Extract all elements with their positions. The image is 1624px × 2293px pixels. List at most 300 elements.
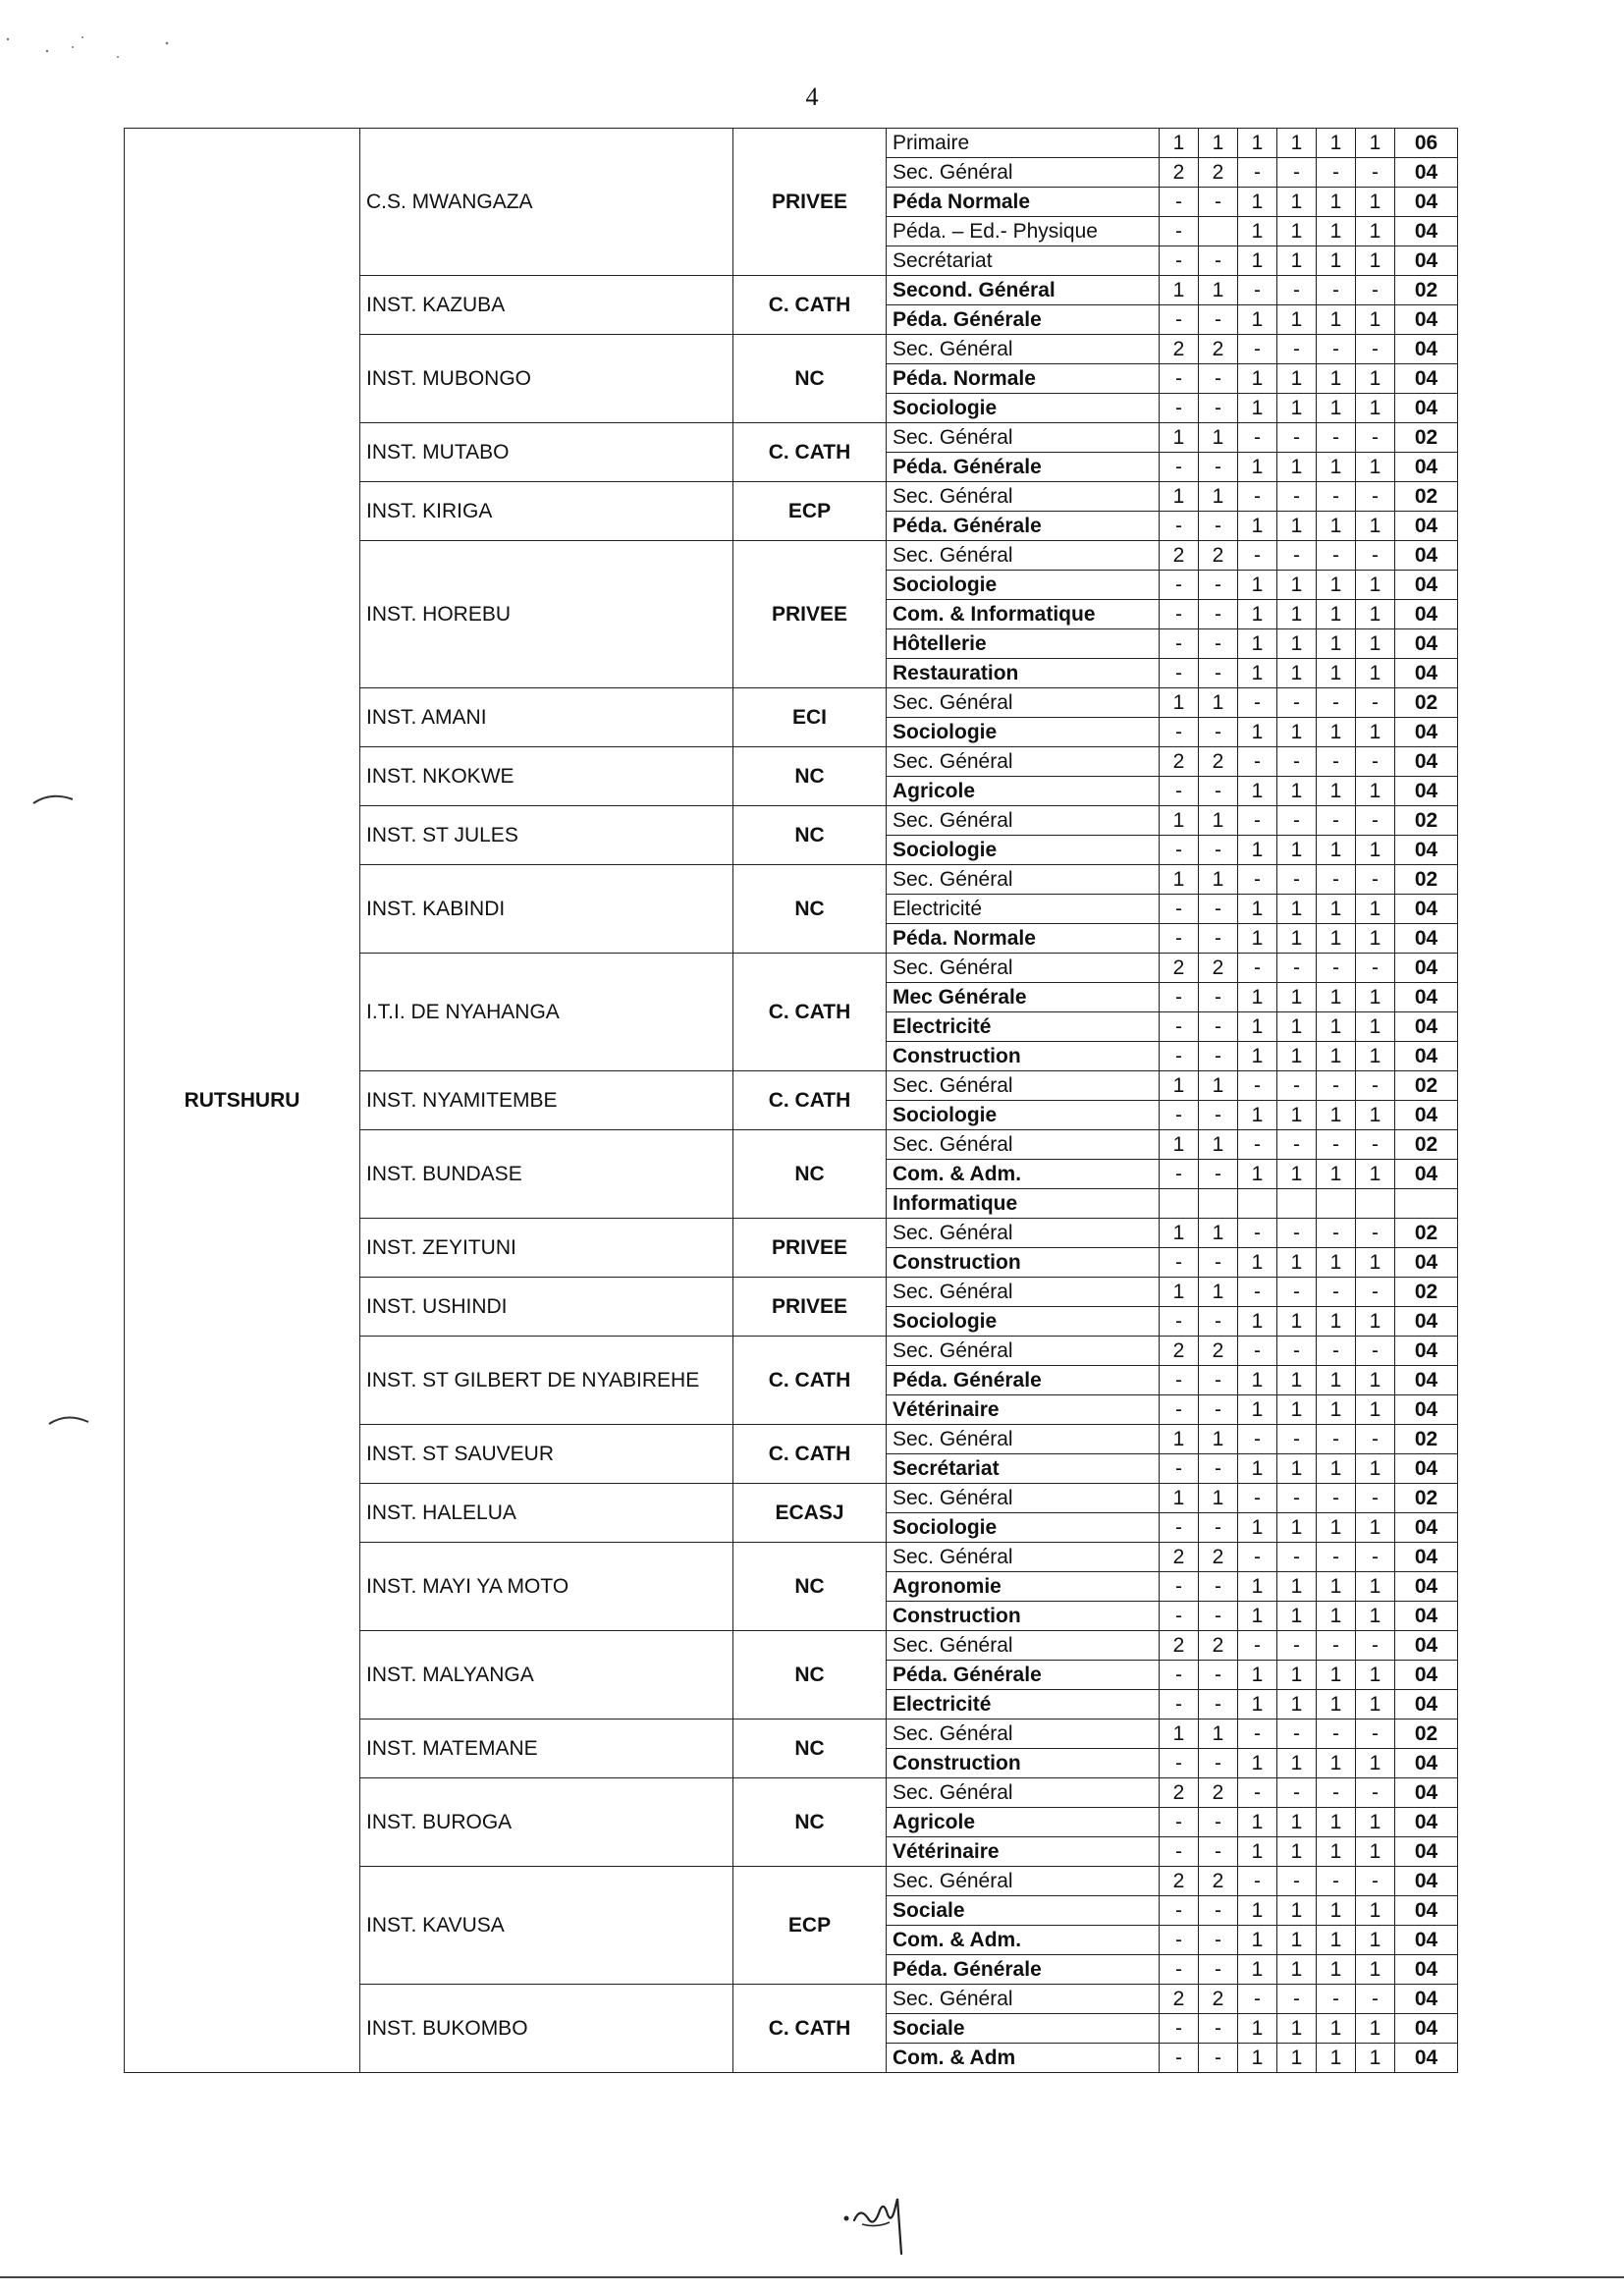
- school-regime: PRIVEE: [733, 541, 887, 688]
- school-name: INST. ZEYITUNI: [360, 1219, 733, 1278]
- class-count-cell: -: [1160, 1160, 1199, 1189]
- option-name: Electricité: [887, 1690, 1160, 1720]
- class-count-cell: 1: [1238, 659, 1277, 688]
- school-name: INST. KIRIGA: [360, 482, 733, 541]
- class-count-cell: 1: [1238, 512, 1277, 541]
- class-count-cell: -: [1160, 983, 1199, 1012]
- total-cell: 04: [1395, 1778, 1458, 1808]
- total-cell: 04: [1395, 1454, 1458, 1484]
- class-count-cell: -: [1356, 482, 1395, 512]
- total-cell: 04: [1395, 364, 1458, 394]
- class-count-cell: 1: [1160, 1278, 1199, 1307]
- class-count-cell: 1: [1160, 129, 1199, 158]
- class-count-cell: -: [1160, 1454, 1199, 1484]
- class-count-cell: 1: [1238, 2014, 1277, 2044]
- class-count-cell: 1: [1356, 895, 1395, 924]
- school-regime: NC: [733, 1631, 887, 1720]
- school-name: INST. HALELUA: [360, 1484, 733, 1543]
- class-count-cell: 2: [1199, 1985, 1238, 2014]
- school-regime: C. CATH: [733, 1337, 887, 1425]
- class-count-cell: -: [1356, 806, 1395, 836]
- school-name: INST. MAYI YA MOTO: [360, 1543, 733, 1631]
- total-cell: 04: [1395, 600, 1458, 629]
- total-cell: 04: [1395, 1572, 1458, 1602]
- class-count-cell: -: [1238, 276, 1277, 305]
- class-count-cell: 1: [1199, 1720, 1238, 1749]
- class-count-cell: -: [1160, 188, 1199, 217]
- class-count-cell: 1: [1356, 129, 1395, 158]
- class-count-cell: 1: [1238, 188, 1277, 217]
- class-count-cell: -: [1160, 453, 1199, 482]
- class-count-cell: -: [1199, 1101, 1238, 1130]
- total-cell: 04: [1395, 1808, 1458, 1837]
- class-count-cell: 1: [1356, 394, 1395, 423]
- class-count-cell: -: [1356, 1720, 1395, 1749]
- class-count-cell: 1: [1277, 1896, 1317, 1926]
- total-cell: 02: [1395, 482, 1458, 512]
- option-name: Primaire: [887, 129, 1160, 158]
- class-count-cell: 1: [1277, 1513, 1317, 1543]
- class-count-cell: -: [1238, 1337, 1277, 1366]
- class-count-cell: -: [1277, 482, 1317, 512]
- class-count-cell: -: [1199, 659, 1238, 688]
- class-count-cell: 2: [1199, 1543, 1238, 1572]
- class-count-cell: 1: [1238, 895, 1277, 924]
- total-cell: 02: [1395, 806, 1458, 836]
- class-count-cell: -: [1356, 1278, 1395, 1307]
- class-count-cell: 1: [1356, 1012, 1395, 1042]
- total-cell: 02: [1395, 1278, 1458, 1307]
- total-cell: 04: [1395, 1955, 1458, 1985]
- option-name: Agronomie: [887, 1572, 1160, 1602]
- total-cell: 04: [1395, 1395, 1458, 1425]
- class-count-cell: 1: [1160, 423, 1199, 453]
- school-name: INST. USHINDI: [360, 1278, 733, 1337]
- class-count-cell: 1: [1277, 1012, 1317, 1042]
- class-count-cell: 1: [1238, 983, 1277, 1012]
- class-count-cell: 1: [1238, 1454, 1277, 1484]
- option-name: Com. & Adm.: [887, 1160, 1160, 1189]
- school-name: INST. AMANI: [360, 688, 733, 747]
- total-cell: 04: [1395, 335, 1458, 364]
- class-count-cell: 2: [1199, 1867, 1238, 1896]
- class-count-cell: 1: [1317, 1896, 1356, 1926]
- class-count-cell: -: [1160, 1749, 1199, 1778]
- total-cell: 04: [1395, 1631, 1458, 1661]
- class-count-cell: 1: [1317, 1955, 1356, 1985]
- class-count-cell: 1: [1238, 924, 1277, 954]
- class-count-cell: 1: [1277, 659, 1317, 688]
- class-count-cell: 1: [1317, 1572, 1356, 1602]
- class-count-cell: -: [1277, 688, 1317, 718]
- option-name: Secrétariat: [887, 246, 1160, 276]
- class-count-cell: 2: [1160, 954, 1199, 983]
- option-name: Agricole: [887, 1808, 1160, 1837]
- class-count-cell: -: [1317, 1484, 1356, 1513]
- class-count-cell: -: [1277, 1130, 1317, 1160]
- option-name: Sec. Général: [887, 335, 1160, 364]
- option-name: Péda. – Ed.- Physique: [887, 217, 1160, 246]
- class-count-cell: 1: [1277, 1808, 1317, 1837]
- class-count-cell: -: [1199, 1837, 1238, 1867]
- class-count-cell: 1: [1238, 129, 1277, 158]
- class-count-cell: 1: [1277, 718, 1317, 747]
- class-count-cell: 1: [1277, 1366, 1317, 1395]
- total-cell: 04: [1395, 1690, 1458, 1720]
- class-count-cell: 1: [1238, 394, 1277, 423]
- class-count-cell: 1: [1238, 1926, 1277, 1955]
- class-count-cell: -: [1238, 335, 1277, 364]
- total-cell: 04: [1395, 629, 1458, 659]
- total-cell: 04: [1395, 217, 1458, 246]
- class-count-cell: [1199, 217, 1238, 246]
- option-name: Péda. Normale: [887, 364, 1160, 394]
- class-count-cell: 2: [1199, 747, 1238, 777]
- class-count-cell: -: [1160, 1808, 1199, 1837]
- class-count-cell: 1: [1356, 512, 1395, 541]
- option-name: Informatique: [887, 1189, 1160, 1219]
- class-count-cell: 1: [1277, 305, 1317, 335]
- option-name: Construction: [887, 1749, 1160, 1778]
- total-cell: 04: [1395, 1101, 1458, 1130]
- school-name: INST. MUTABO: [360, 423, 733, 482]
- class-count-cell: -: [1317, 1720, 1356, 1749]
- class-count-cell: 1: [1356, 659, 1395, 688]
- class-count-cell: -: [1317, 1425, 1356, 1454]
- class-count-cell: -: [1238, 954, 1277, 983]
- class-count-cell: 1: [1277, 1926, 1317, 1955]
- class-count-cell: -: [1238, 1985, 1277, 2014]
- school-name: INST. MALYANGA: [360, 1631, 733, 1720]
- class-count-cell: -: [1317, 276, 1356, 305]
- class-count-cell: -: [1277, 1219, 1317, 1248]
- option-name: Sec. Général: [887, 747, 1160, 777]
- class-count-cell: 1: [1356, 600, 1395, 629]
- class-count-cell: -: [1199, 394, 1238, 423]
- class-count-cell: 1: [1356, 1042, 1395, 1071]
- school-name: INST. BUNDASE: [360, 1130, 733, 1219]
- class-count-cell: 1: [1317, 924, 1356, 954]
- total-cell: 04: [1395, 512, 1458, 541]
- class-count-cell: -: [1199, 453, 1238, 482]
- class-count-cell: -: [1356, 158, 1395, 188]
- option-name: Péda. Générale: [887, 1661, 1160, 1690]
- class-count-cell: 1: [1317, 718, 1356, 747]
- class-count-cell: 1: [1238, 1690, 1277, 1720]
- class-count-cell: 1: [1317, 983, 1356, 1012]
- total-cell: 04: [1395, 453, 1458, 482]
- class-count-cell: -: [1277, 335, 1317, 364]
- school-regime: PRIVEE: [733, 129, 887, 276]
- class-count-cell: -: [1317, 158, 1356, 188]
- class-count-cell: -: [1199, 718, 1238, 747]
- school-name: INST. NKOKWE: [360, 747, 733, 806]
- class-count-cell: 1: [1317, 1454, 1356, 1484]
- class-count-cell: -: [1199, 1513, 1238, 1543]
- class-count-cell: 1: [1238, 629, 1277, 659]
- total-cell: 04: [1395, 1307, 1458, 1337]
- class-count-cell: -: [1317, 335, 1356, 364]
- option-name: Vétérinaire: [887, 1837, 1160, 1867]
- class-count-cell: -: [1199, 1454, 1238, 1484]
- class-count-cell: 1: [1317, 1366, 1356, 1395]
- class-count-cell: -: [1238, 1631, 1277, 1661]
- class-count-cell: -: [1160, 571, 1199, 600]
- class-count-cell: 1: [1238, 1896, 1277, 1926]
- class-count-cell: 1: [1238, 1042, 1277, 1071]
- class-count-cell: -: [1238, 1425, 1277, 1454]
- school-regime: ECASJ: [733, 1484, 887, 1543]
- class-count-cell: 1: [1277, 1101, 1317, 1130]
- total-cell: 04: [1395, 2044, 1458, 2073]
- option-name: Sociologie: [887, 1101, 1160, 1130]
- bottom-rule: [0, 2276, 1624, 2278]
- option-name: Sec. Général: [887, 865, 1160, 895]
- class-count-cell: -: [1160, 1602, 1199, 1631]
- total-cell: 04: [1395, 924, 1458, 954]
- class-count-cell: 1: [1238, 1749, 1277, 1778]
- class-count-cell: 1: [1277, 246, 1317, 276]
- class-count-cell: -: [1199, 364, 1238, 394]
- option-name: Hôtellerie: [887, 629, 1160, 659]
- class-count-cell: 1: [1277, 1454, 1317, 1484]
- class-count-cell: 1: [1238, 1160, 1277, 1189]
- class-count-cell: -: [1199, 571, 1238, 600]
- class-count-cell: -: [1160, 217, 1199, 246]
- option-name: Sec. Général: [887, 1484, 1160, 1513]
- class-count-cell: -: [1160, 1248, 1199, 1278]
- class-count-cell: 2: [1160, 335, 1199, 364]
- class-count-cell: 1: [1317, 1690, 1356, 1720]
- total-cell: 02: [1395, 423, 1458, 453]
- class-count-cell: 1: [1356, 453, 1395, 482]
- class-count-cell: -: [1277, 541, 1317, 571]
- class-count-cell: 1: [1238, 1837, 1277, 1867]
- option-name: Sec. Général: [887, 1219, 1160, 1248]
- class-count-cell: 2: [1160, 1985, 1199, 2014]
- class-count-cell: 1: [1277, 394, 1317, 423]
- class-count-cell: 1: [1317, 1248, 1356, 1278]
- class-count-cell: 1: [1317, 1926, 1356, 1955]
- class-count-cell: 1: [1317, 1101, 1356, 1130]
- class-count-cell: -: [1356, 1867, 1395, 1896]
- class-count-cell: 1: [1199, 482, 1238, 512]
- class-count-cell: -: [1356, 541, 1395, 571]
- class-count-cell: -: [1238, 1778, 1277, 1808]
- option-name: Sec. Général: [887, 1720, 1160, 1749]
- class-count-cell: -: [1277, 865, 1317, 895]
- school-regime: NC: [733, 1720, 887, 1778]
- class-count-cell: 1: [1277, 895, 1317, 924]
- total-cell: 04: [1395, 777, 1458, 806]
- class-count-cell: -: [1199, 1602, 1238, 1631]
- option-name: Sec. Général: [887, 1631, 1160, 1661]
- class-count-cell: 1: [1199, 1130, 1238, 1160]
- class-count-cell: -: [1199, 1690, 1238, 1720]
- class-count-cell: -: [1238, 423, 1277, 453]
- total-cell: 04: [1395, 1602, 1458, 1631]
- class-count-cell: 1: [1317, 1808, 1356, 1837]
- school-name: INST. MATEMANE: [360, 1720, 733, 1778]
- option-name: Agricole: [887, 777, 1160, 806]
- class-count-cell: -: [1160, 1896, 1199, 1926]
- class-count-cell: -: [1199, 1955, 1238, 1985]
- class-count-cell: -: [1356, 1130, 1395, 1160]
- school-name: INST. KABINDI: [360, 865, 733, 954]
- class-count-cell: -: [1317, 1219, 1356, 1248]
- class-count-cell: 2: [1199, 1778, 1238, 1808]
- class-count-cell: -: [1356, 1425, 1395, 1454]
- class-count-cell: -: [1160, 1101, 1199, 1130]
- class-count-cell: 1: [1238, 1101, 1277, 1130]
- class-count-cell: -: [1317, 1631, 1356, 1661]
- class-count-cell: -: [1160, 1955, 1199, 1985]
- option-name: Sec. Général: [887, 1071, 1160, 1101]
- total-cell: 02: [1395, 865, 1458, 895]
- class-count-cell: 1: [1317, 129, 1356, 158]
- school-regime: ECP: [733, 482, 887, 541]
- class-count-cell: 2: [1199, 335, 1238, 364]
- total-cell: 04: [1395, 747, 1458, 777]
- class-count-cell: -: [1199, 600, 1238, 629]
- class-count-cell: 1: [1238, 1955, 1277, 1985]
- class-count-cell: -: [1160, 1366, 1199, 1395]
- class-count-cell: 2: [1160, 158, 1199, 188]
- class-count-cell: -: [1317, 482, 1356, 512]
- class-count-cell: -: [1199, 1896, 1238, 1926]
- class-count-cell: 1: [1238, 777, 1277, 806]
- class-count-cell: -: [1277, 276, 1317, 305]
- class-count-cell: -: [1317, 688, 1356, 718]
- class-count-cell: -: [1356, 1631, 1395, 1661]
- class-count-cell: 1: [1199, 806, 1238, 836]
- class-count-cell: -: [1199, 1395, 1238, 1425]
- class-count-cell: -: [1199, 512, 1238, 541]
- class-count-cell: 1: [1277, 600, 1317, 629]
- class-count-cell: 1: [1277, 983, 1317, 1012]
- class-count-cell: 1: [1238, 718, 1277, 747]
- territory-name: RUTSHURU: [125, 129, 360, 2073]
- option-name: Sociologie: [887, 718, 1160, 747]
- total-cell: 04: [1395, 246, 1458, 276]
- class-count-cell: 1: [1277, 1749, 1317, 1778]
- class-count-cell: -: [1199, 1042, 1238, 1071]
- class-count-cell: 1: [1356, 1160, 1395, 1189]
- school-regime: C. CATH: [733, 276, 887, 335]
- class-count-cell: -: [1317, 1071, 1356, 1101]
- class-count-cell: -: [1199, 1926, 1238, 1955]
- option-name: Second. Général: [887, 276, 1160, 305]
- class-count-cell: -: [1317, 1543, 1356, 1572]
- class-count-cell: [1356, 1189, 1395, 1219]
- class-count-cell: 1: [1277, 629, 1317, 659]
- class-count-cell: 1: [1238, 1395, 1277, 1425]
- option-name: Electricité: [887, 1012, 1160, 1042]
- total-cell: 04: [1395, 659, 1458, 688]
- class-count-cell: 1: [1356, 1454, 1395, 1484]
- class-count-cell: -: [1160, 1307, 1199, 1337]
- class-count-cell: 1: [1356, 1749, 1395, 1778]
- school-regime: NC: [733, 335, 887, 423]
- school-regime: ECP: [733, 1867, 887, 1985]
- class-count-cell: 1: [1199, 1425, 1238, 1454]
- class-count-cell: 1: [1317, 659, 1356, 688]
- class-count-cell: -: [1356, 276, 1395, 305]
- option-name: Secrétariat: [887, 1454, 1160, 1484]
- school-regime: ECI: [733, 688, 887, 747]
- class-count-cell: 1: [1160, 1071, 1199, 1101]
- class-count-cell: 1: [1317, 2014, 1356, 2044]
- class-count-cell: -: [1317, 541, 1356, 571]
- class-count-cell: -: [1238, 1867, 1277, 1896]
- class-count-cell: 1: [1277, 2044, 1317, 2073]
- class-count-cell: 1: [1356, 777, 1395, 806]
- school-name: C.S. MWANGAZA: [360, 129, 733, 276]
- class-count-cell: 1: [1317, 364, 1356, 394]
- total-cell: 04: [1395, 1248, 1458, 1278]
- class-count-cell: -: [1277, 1985, 1317, 2014]
- class-count-cell: 1: [1199, 1278, 1238, 1307]
- page-number: 4: [805, 82, 819, 111]
- class-count-cell: 1: [1238, 1513, 1277, 1543]
- class-count-cell: 1: [1356, 305, 1395, 335]
- class-count-cell: -: [1160, 629, 1199, 659]
- class-count-cell: -: [1317, 1867, 1356, 1896]
- class-count-cell: 1: [1356, 1307, 1395, 1337]
- class-count-cell: 1: [1356, 718, 1395, 747]
- class-count-cell: 1: [1277, 512, 1317, 541]
- class-count-cell: -: [1317, 806, 1356, 836]
- class-count-cell: 1: [1317, 1042, 1356, 1071]
- class-count-cell: 1: [1317, 188, 1356, 217]
- total-cell: 04: [1395, 305, 1458, 335]
- class-count-cell: -: [1160, 895, 1199, 924]
- class-count-cell: -: [1199, 1661, 1238, 1690]
- class-count-cell: -: [1160, 1572, 1199, 1602]
- class-count-cell: -: [1277, 158, 1317, 188]
- class-count-cell: 2: [1160, 1631, 1199, 1661]
- option-name: Construction: [887, 1042, 1160, 1071]
- school-name: INST. ST SAUVEUR: [360, 1425, 733, 1484]
- class-count-cell: 1: [1317, 394, 1356, 423]
- class-count-cell: 1: [1238, 600, 1277, 629]
- class-count-cell: -: [1160, 1012, 1199, 1042]
- school-regime: NC: [733, 865, 887, 954]
- class-count-cell: -: [1356, 1484, 1395, 1513]
- total-cell: 04: [1395, 718, 1458, 747]
- class-count-cell: [1277, 1189, 1317, 1219]
- class-count-cell: -: [1160, 2014, 1199, 2044]
- school-regime: C. CATH: [733, 1985, 887, 2073]
- class-count-cell: 1: [1199, 1484, 1238, 1513]
- school-regime: NC: [733, 1543, 887, 1631]
- class-count-cell: 1: [1199, 129, 1238, 158]
- school-name: INST. KAZUBA: [360, 276, 733, 335]
- class-count-cell: -: [1317, 423, 1356, 453]
- class-count-cell: -: [1277, 1484, 1317, 1513]
- class-count-cell: 2: [1199, 1631, 1238, 1661]
- class-count-cell: -: [1317, 1337, 1356, 1366]
- class-count-cell: 1: [1317, 217, 1356, 246]
- class-count-cell: 1: [1317, 571, 1356, 600]
- class-count-cell: 1: [1356, 246, 1395, 276]
- class-count-cell: 1: [1356, 1513, 1395, 1543]
- total-cell: 04: [1395, 188, 1458, 217]
- class-count-cell: 1: [1199, 1071, 1238, 1101]
- class-count-cell: 1: [1356, 629, 1395, 659]
- option-name: Sec. Général: [887, 806, 1160, 836]
- class-count-cell: 1: [1277, 2014, 1317, 2044]
